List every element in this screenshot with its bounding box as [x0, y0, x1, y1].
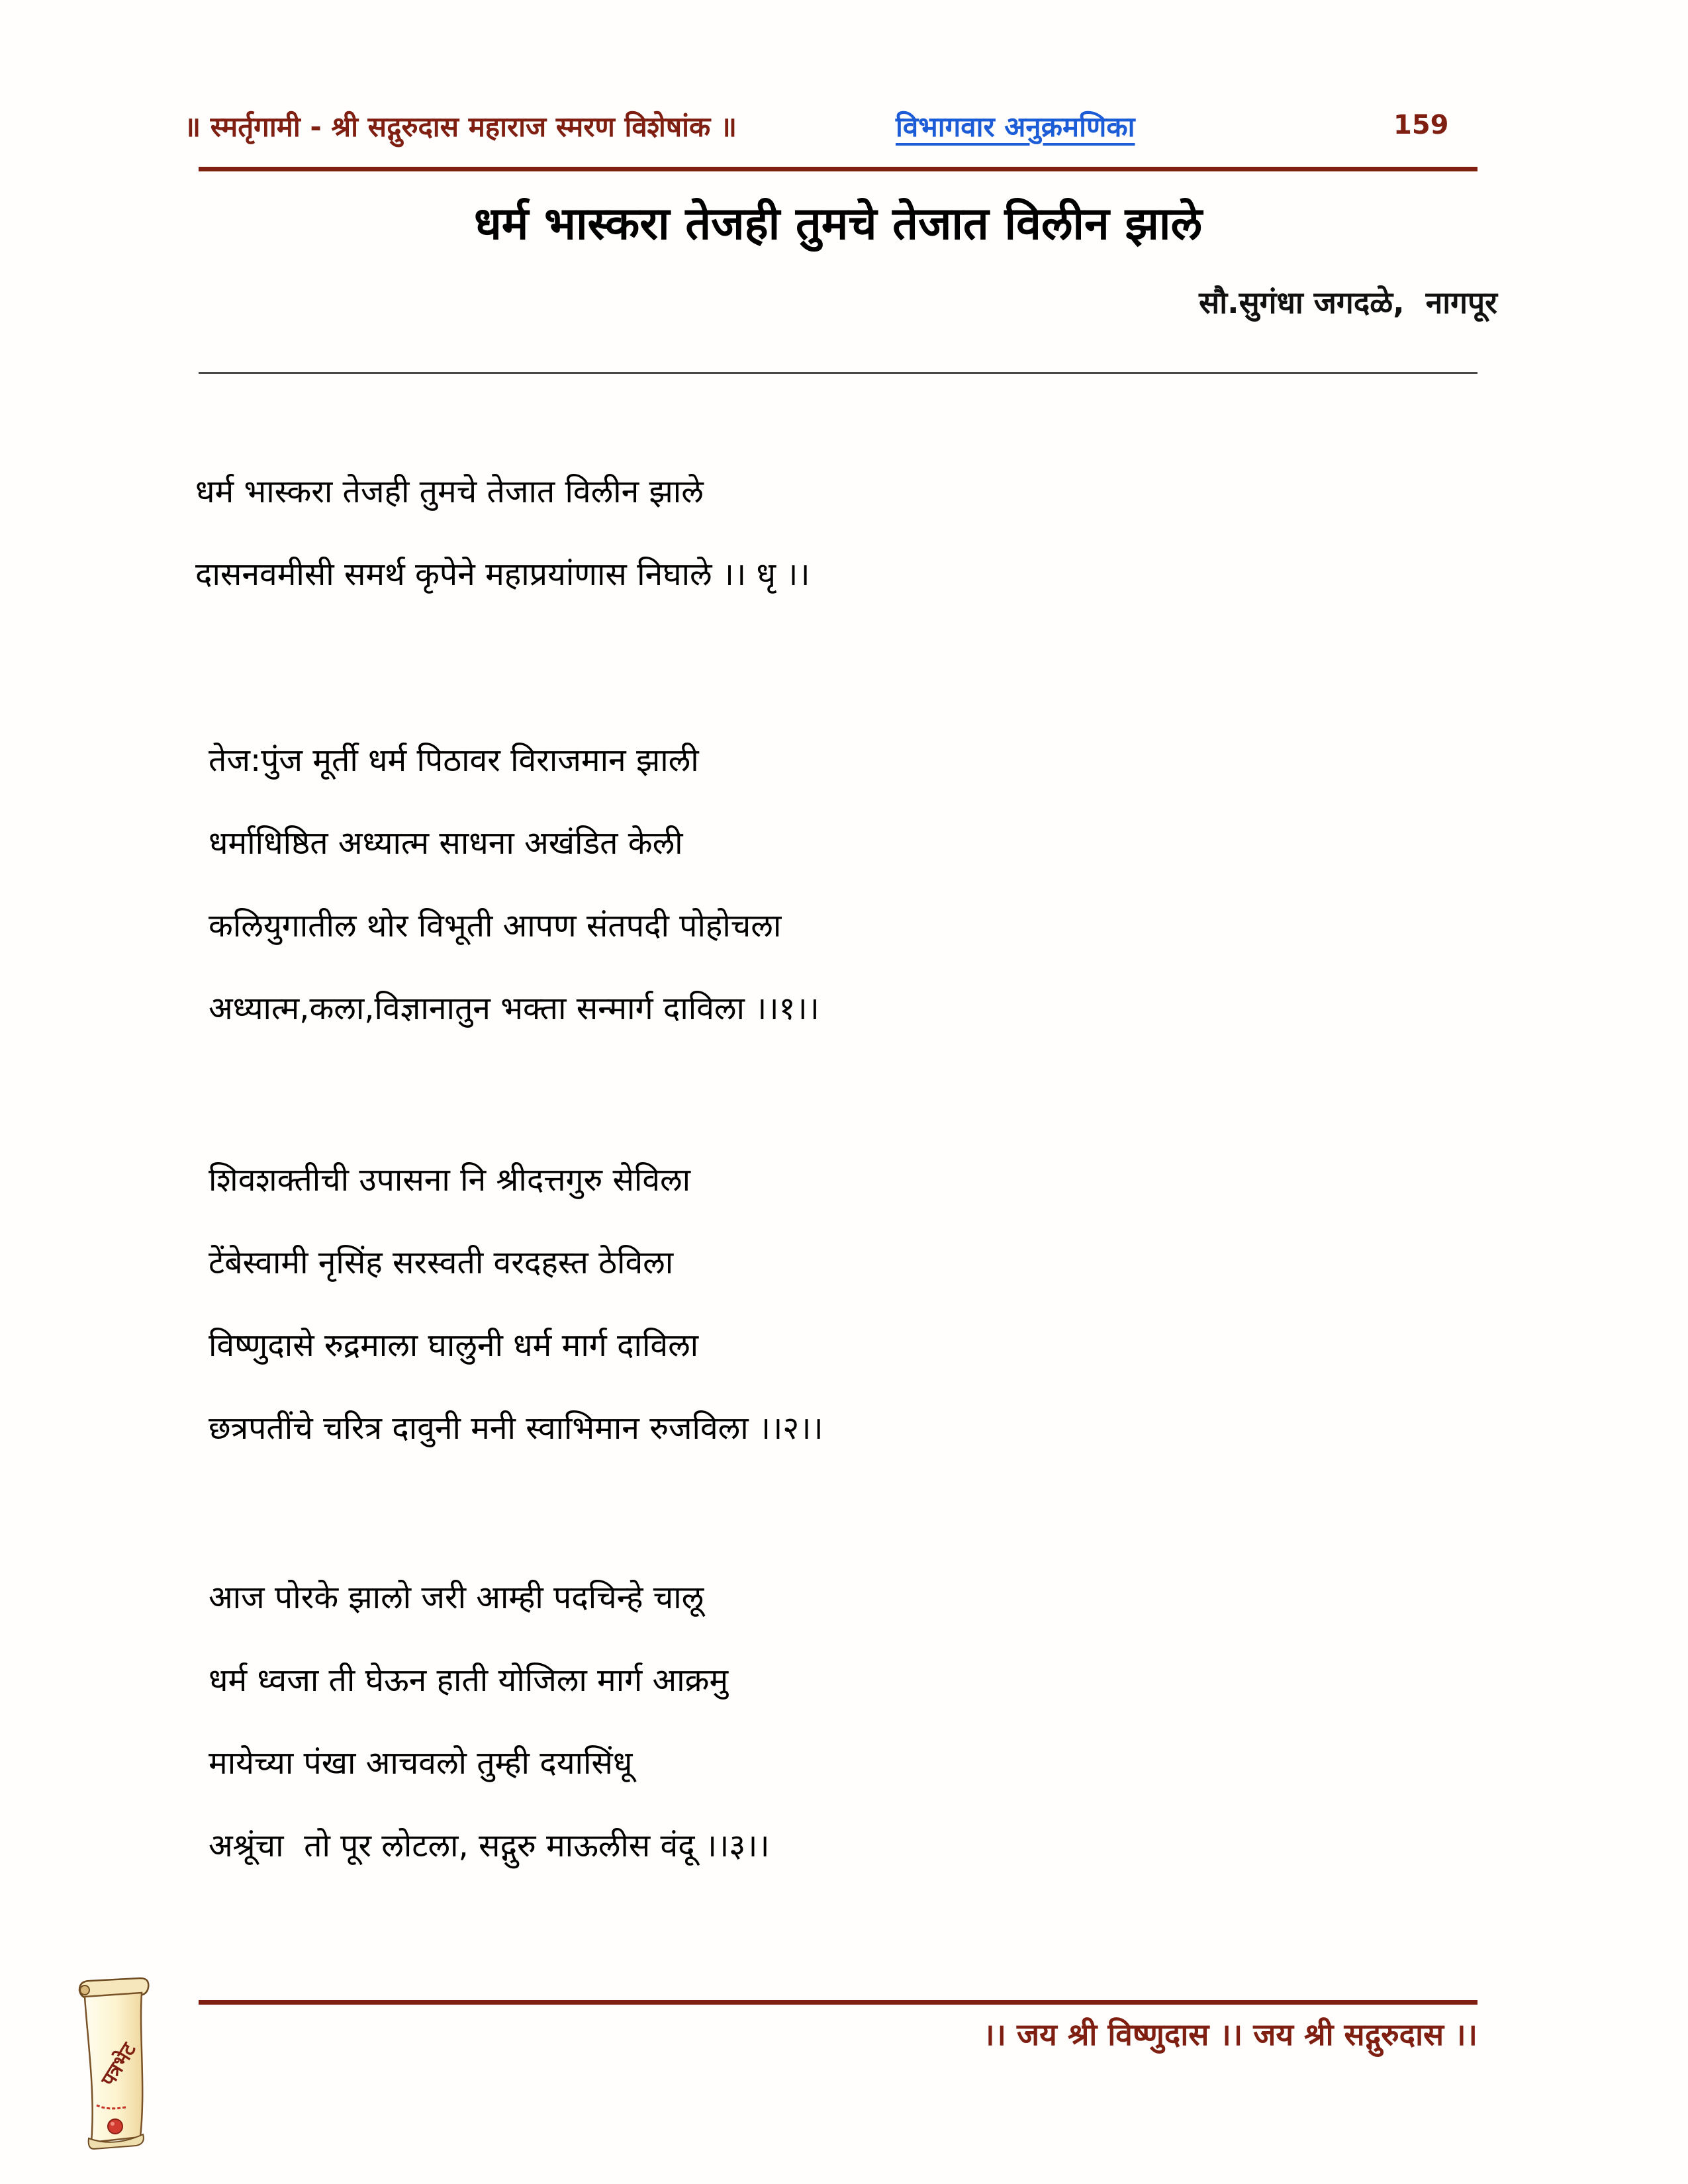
poem-line: शिवशक्तीची उपासना नि श्रीदत्तगुरु सेविला	[209, 1161, 691, 1199]
poem-line: दासनवमीसी समर्थ कृपेने महाप्रयांणास निघाले ।। धृ ।।	[195, 556, 810, 593]
section-index-link[interactable]: विभागवार अनुक्रमणिका	[896, 111, 1135, 143]
scroll-icon	[74, 1976, 154, 2151]
poem-line: मायेच्या पंखा आचवलो तुम्ही दयासिंधू	[209, 1745, 633, 1782]
poem-line: छत्रपतींचे चरित्र दावुनी मनी स्वाभिमान रुजविला ।।२।।	[209, 1410, 823, 1447]
title-divider	[199, 372, 1477, 374]
poem-line: धर्माधिष्ठित अध्यात्म साधना अखंडित केली	[209, 825, 683, 862]
seal-highlight	[111, 2122, 115, 2126]
poem-line: अश्रूंचा तो पूर लोटला, सद्गुरु माऊलीस वंदू ।।३।।	[209, 1827, 770, 1864]
footer-blessing: ।। जय श्री विष्णुदास ।। जय श्री सद्गुरुदास ।।	[983, 2017, 1477, 2052]
poem-line: तेज:पुंज मूर्ती धर्म पिठावर विराजमान झाली	[209, 742, 699, 779]
poem-author: सौ.सुगंधा जगदळे, नागपूर	[1199, 285, 1497, 320]
header-title: ॥ स्मर्तृगामी - श्री सद्गुरुदास महाराज स्मरण विशेषांक ॥	[184, 111, 737, 143]
stanza-2	[209, 1139, 823, 1470]
logo-text: पत्रभेट	[97, 2038, 141, 2091]
poem-line: विष्णुदासे रुद्रमाला घालुनी धर्म मार्ग दाविला	[209, 1327, 699, 1364]
footer-rule	[199, 2000, 1477, 2005]
stanza-refrain	[195, 451, 810, 616]
stanza-1	[209, 719, 820, 1050]
poem-line: कलियुगातील थोर विभूती आपण संतपदी पोहोचला	[209, 907, 782, 944]
poem-line: धर्म ध्वजा ती घेऊन हाती योजिला मार्ग आक्रमु	[209, 1662, 729, 1699]
header-rule	[199, 167, 1477, 171]
poem-title: धर्म भास्करा तेजही तुमचे तेजात विलीन झाले	[473, 198, 1203, 250]
poem-line: टेंबेस्वामी नृसिंह सरस्वती वरदहस्त ठेविला	[209, 1244, 674, 1281]
poem-line: अध्यात्म,कला,विज्ञानातुन भक्ता सन्मार्ग दाविला ।।१।।	[209, 990, 820, 1027]
seal-icon	[108, 2119, 122, 2134]
poem-line: आज पोरके झालो जरी आम्ही पदचिन्हे चालू	[209, 1579, 704, 1616]
stanza-3	[209, 1557, 770, 1888]
scroll-curl-end	[80, 1985, 89, 1995]
page-number: 159	[1393, 110, 1449, 140]
patrabhet-logo	[74, 1976, 154, 2151]
poem-line: धर्म भास्करा तेजही तुमचे तेजात विलीन झाले	[195, 473, 704, 510]
